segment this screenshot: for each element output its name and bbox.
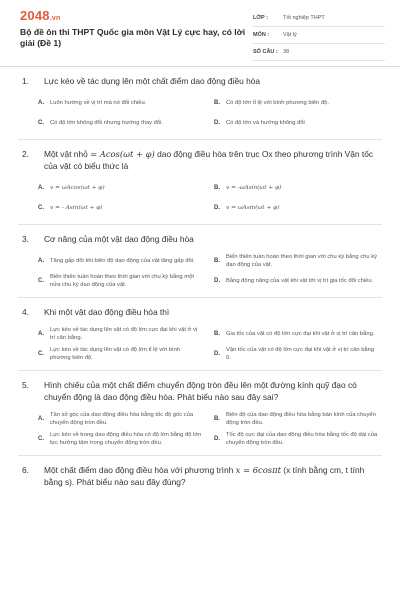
meta-row-count [253, 44, 385, 61]
meta-row-subject [253, 27, 385, 44]
meta-value: 38 [283, 49, 290, 55]
option-c[interactable] [38, 429, 206, 449]
option-letter: D. [214, 205, 220, 211]
question-2 [18, 140, 382, 225]
meta-value: Vật lý [283, 32, 297, 38]
option-text: v = -ωAsin(ωt + φ) [226, 185, 282, 191]
option-c[interactable] [38, 271, 206, 291]
option-letter: A. [38, 331, 44, 337]
option-text: Lực kéo về tác dụng lên vật có độ lớn cực đại khi vật ở vị trí cân bằng. [50, 327, 198, 341]
option-d[interactable] [214, 344, 382, 364]
option-letter: A. [38, 185, 44, 191]
question-3 [18, 225, 382, 298]
question-text: Hình chiếu của một chất điểm chuyển động tròn đều lên một đường kính quỹ đạo có chuyển động là dao động điều hòa. Phát biểu nào sau đây sai? [44, 380, 357, 402]
meta-value: Tốt nghiệp THPT [283, 15, 325, 21]
option-b[interactable] [214, 324, 382, 344]
option-a[interactable] [38, 251, 206, 271]
option-text: Luôn hướng về vị trí mà nó đổi chiều. [50, 100, 147, 106]
meta-label: MÔN : [253, 32, 270, 38]
question-text-start: Một chất điểm dao động điều hòa với phương trình [44, 465, 234, 475]
question-text-start: Một vật nhỏ [44, 149, 88, 159]
option-text: Biến thiên tuần hoàn theo thời gian với chu kỳ bằng một nửa chu kỳ dao động của vật. [50, 274, 194, 288]
option-text: Vận tốc của vật có độ lớn cực đại khi vật ở vị trí cân bằng 0. [226, 347, 375, 361]
option-grid [18, 87, 382, 139]
option-letter: C. [38, 120, 44, 126]
option-text: Bằng động năng của vật khi vật tới vị trí gia tốc đổi chiều. [226, 278, 374, 284]
logo-tld: .vn [49, 15, 61, 22]
logo-main: 2048 [20, 8, 50, 23]
question-header [18, 371, 382, 403]
equation: x = 6cosπt [235, 465, 281, 475]
option-text: Có độ lớn và hướng không đổi [226, 120, 305, 126]
option-text: Tần số góc của dao động điều hòa bằng tốc độ góc của chuyển động tròn đều. [50, 412, 194, 426]
option-text: Tốc độ cực đại của dao động điều hòa bằng tốc độ dài của chuyển động tròn đều. [226, 432, 378, 446]
option-letter: D. [214, 351, 220, 357]
option-letter: C. [38, 436, 44, 442]
option-letter: A. [38, 100, 44, 106]
option-letter: C. [38, 351, 44, 357]
option-letter: A. [38, 416, 44, 422]
question-text-end: dao động điều hòa trên trục Ox theo phương trình Vận tốc của vật có biểu thức là [44, 149, 374, 171]
option-text: Biên độ của dao động điều hòa bằng bán kính của chuyển động tròn đều. [226, 412, 376, 426]
question-header [18, 298, 382, 318]
option-grid [18, 245, 382, 297]
option-letter: D. [214, 436, 220, 442]
question-1 [18, 67, 382, 140]
question-text: Khi một vật dao động điều hòa thì [44, 307, 170, 317]
option-text: Có độ lớn tỉ lệ với bình phương biên độ. [226, 100, 329, 106]
question-list [0, 67, 400, 488]
question-header [18, 67, 382, 87]
option-a[interactable] [38, 324, 206, 344]
option-letter: B. [214, 100, 220, 106]
question-header [18, 140, 382, 172]
option-letter: B. [214, 416, 220, 422]
option-b[interactable] [214, 93, 382, 113]
equation: = Acos(ωt + φ) [90, 149, 155, 159]
question-text-end: (x tính bằng cm, t tính bằng s). Phát biểu nào sau đây đúng? [44, 465, 365, 487]
question-6 [18, 456, 382, 488]
option-d[interactable] [214, 198, 382, 218]
option-text: Lực kéo về tác dụng lên vật có độ lớn tỉ lệ với bình phương biên độ. [50, 347, 181, 361]
question-text [36, 464, 382, 488]
option-letter: D. [214, 278, 220, 284]
option-c[interactable] [38, 344, 206, 364]
question-header [18, 225, 382, 245]
option-c[interactable] [38, 198, 206, 218]
option-d[interactable] [214, 113, 382, 133]
question-number: 4. [22, 307, 29, 317]
option-grid [18, 403, 382, 455]
option-a[interactable] [38, 93, 206, 113]
meta-info [253, 10, 385, 61]
question-number: 2. [22, 149, 29, 159]
option-text: Biến thiên tuần hoàn theo thời gian với chu kỳ bằng chu kỳ dao động của vật. [226, 254, 378, 268]
question-4 [18, 298, 382, 371]
question-text [36, 148, 382, 172]
option-text: Có độ lớn không đổi nhưng hướng thay đổi. [50, 120, 164, 126]
option-text: v = - Asin(ωt + φ) [50, 205, 103, 211]
question-text: Cơ năng của một vật dao động điều hòa [44, 234, 194, 244]
option-b[interactable] [214, 409, 382, 429]
option-grid [18, 172, 382, 224]
meta-label: LỚP : [253, 15, 268, 21]
option-text: Gia tốc của vật có độ lớn cực đại khi vật ở vị trí cân bằng. [226, 331, 375, 337]
option-text: v = ωAsin(ωt + φ) [226, 205, 280, 211]
option-letter: B. [214, 331, 220, 337]
option-d[interactable] [214, 271, 382, 291]
option-a[interactable] [38, 409, 206, 429]
question-number: 1. [22, 76, 29, 86]
question-header [18, 456, 382, 488]
question-number: 5. [22, 380, 29, 390]
option-letter: C. [38, 205, 44, 211]
option-letter: D. [214, 120, 220, 126]
question-number: 3. [22, 234, 29, 244]
option-grid [18, 318, 382, 370]
option-c[interactable] [38, 113, 206, 133]
option-letter: C. [38, 278, 44, 284]
option-letter: B. [214, 258, 220, 264]
meta-label: SỐ CÂU : [253, 49, 278, 55]
option-text: Tăng gấp đôi khi biên độ dao động của vật tăng gấp đôi. [50, 258, 195, 264]
question-text: Lực kéo về tác dụng lên một chất điểm dao động điều hòa [44, 76, 261, 86]
question-5 [18, 371, 382, 456]
option-text: v = ωAcos(ωt + φ) [50, 185, 105, 191]
option-b[interactable] [214, 178, 382, 198]
option-letter: A. [38, 258, 44, 264]
option-b[interactable] [214, 251, 382, 271]
meta-row-class [253, 10, 385, 27]
question-number: 6. [22, 465, 29, 475]
option-letter: B. [214, 185, 220, 191]
option-d[interactable] [214, 429, 382, 449]
option-a[interactable] [38, 178, 206, 198]
option-text: Lực kéo về trong dao động điều hòa có độ lớn bằng độ lớn lực hướng tâm trong chuyển động tròn đều. [50, 432, 202, 446]
document-title: Bộ đề ôn thi THPT Quốc gia môn Vật Lý cực hay, có lời giải (Đề 1) [20, 27, 246, 48]
header [0, 0, 400, 62]
